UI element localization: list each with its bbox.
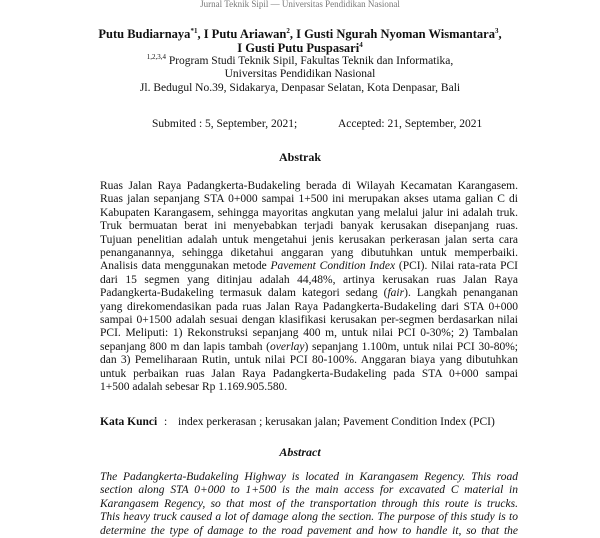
abstrak-line: Ruas jalan sepanjang STA 0+000 sampai 1+500 ini merupakan akses utama galian C di — [100, 193, 518, 206]
abstract-body — [100, 471, 518, 538]
author-sup: 2 — [286, 26, 290, 35]
abstrak-line: yang direkomendasikan pada ruas Jalan Raya Padangkerta-Budakeling dari STA 0+000 — [100, 300, 518, 313]
abstract-line: determine the type of damage to the road pavement and how to handle it, so that the — [100, 524, 518, 537]
abstrak-line: untuk perbaikan ruas Jalan Raya Padangkerta-Budakeling pada STA 0+000 sampai — [100, 367, 518, 380]
abstrak-line: sepanjang 800 m dan lapis tambah (overlay) sepanjang 1.100m, untuk nilai PCI 30-80%; — [100, 340, 518, 353]
keywords-text: index perkerasan ; kerusakan jalan; Pavement Condition Index (PCI) — [178, 416, 495, 428]
affiliation-line-1: $^{1,2,3,4}$ Program Studi Teknik Sipil, Fakultas Teknik dan Informatika, — [146, 53, 454, 67]
abstrak-body — [100, 180, 518, 395]
abstract-line: section along STA 0+000 to 1+500 is the main access for excavated C material in — [100, 484, 518, 497]
author-line-2 — [0, 41, 600, 55]
abstrak-line: Ruas Jalan Raya Padangkerta-Budakeling berada di Wilayah Kecamatan Karangasem. — [100, 180, 518, 192]
abstract-line: The Padangkerta-Budakeling Highway is located in Karangasem Regency. This road — [100, 471, 518, 483]
keywords-colon: : — [164, 416, 168, 428]
italic-term: Pavement Condition Index — [270, 260, 396, 273]
abstract-line: Karangasem Regency, so that most of the transportation through this route is trucks. — [100, 497, 518, 510]
abstract-heading: Abstract — [279, 445, 321, 459]
accepted-date: Accepted: 21, September, 2021 — [338, 118, 483, 130]
affiliation-sup: 1,2,3,4 — [146, 53, 166, 62]
author-line-1 — [0, 27, 600, 41]
submitted-date: Submited : 5, September, 2021; — [152, 118, 298, 130]
abstract-line: This heavy truck caused a lot of damage along the section. The purpose of this study is to — [100, 511, 518, 524]
abstrak-line: Tujuan penelitian adalah untuk mengetahui jenis kerusakan perkerasan jalan serta cara — [100, 233, 518, 246]
affiliation-line-2: Universitas Pendidikan Nasional — [224, 68, 376, 81]
header-strip-text: Jurnal Teknik Sipil — Universitas Pendidikan Nasional — [200, 0, 400, 9]
author-sup: 4 — [359, 40, 363, 49]
author-separator: , — [197, 27, 204, 41]
abstrak-line: 1+500 adalah sebesar Rp 1.169.905.580. — [100, 381, 288, 394]
author-sup: 3 — [494, 26, 499, 35]
abstrak-line: Truk bermuatan berat ini menyebabkan terjadi banyak kerusakan disepanjang ruas. — [100, 220, 518, 233]
abstrak-line: dan 3) Pemeliharaan Rutin, untuk nilai PCI 80-100%. Anggaran biaya yang dibutuhkan — [100, 354, 518, 367]
abstrak-line: penanganannya, sehingga diketahui anggaran yang dibutuhkan untuk memperbaiki. — [100, 247, 518, 260]
abstrak-line: Kabupaten Karangasem, sehingga mayoritas angkutan yang melalui jalur ini adalah truk. — [100, 206, 518, 219]
abstrak-line: Padangkerta-Budakeling termasuk dalam kategori sedang (fair). Langkah penanganan — [100, 287, 518, 300]
affiliation-line-3: Jl. Bedugul No.39, Sidakarya, Denpasar Selatan, Kota Denpasar, Bali — [139, 81, 461, 94]
author-name: I Gusti Ngurah Nyoman Wismantara — [296, 27, 495, 41]
italic-term: overlay — [270, 340, 305, 353]
author-sup: *1 — [190, 26, 198, 35]
abstrak-line: PCI. Meliputi: 1) Rekonstruksi sepanjang 400 m, untuk nilai PCI 0-30%; 2) Tambalan — [100, 327, 518, 340]
abstrak-line: Analisis data menggunakan metode Pavement Condition Index (PCI). Nilai rata-rata PCI — [100, 260, 518, 273]
author-list — [0, 27, 600, 55]
abstrak-line: sampai 0+1500 adalah sesuai dengan klasifikasi kerusakan per-segmen berdasarkan nilai — [100, 314, 518, 327]
italic-term: fair — [387, 287, 405, 300]
header-strip — [0, 0, 600, 10]
author-name: I Putu Ariawan — [203, 27, 287, 41]
affiliation — [0, 55, 600, 95]
author-name: I Gusti Putu Puspasari — [237, 41, 360, 55]
abstrak-line: dari 15 segmen yang ditinjau adalah 44,48%, artinya kerusakan ruas Jalan Raya — [100, 273, 518, 286]
abstrak-heading: Abstrak — [278, 150, 321, 164]
keywords-label: Kata Kunci — [100, 416, 158, 428]
author-separator: , — [289, 27, 293, 41]
author-separator: , — [498, 27, 502, 41]
author-name: Putu Budiarnaya — [98, 27, 191, 41]
